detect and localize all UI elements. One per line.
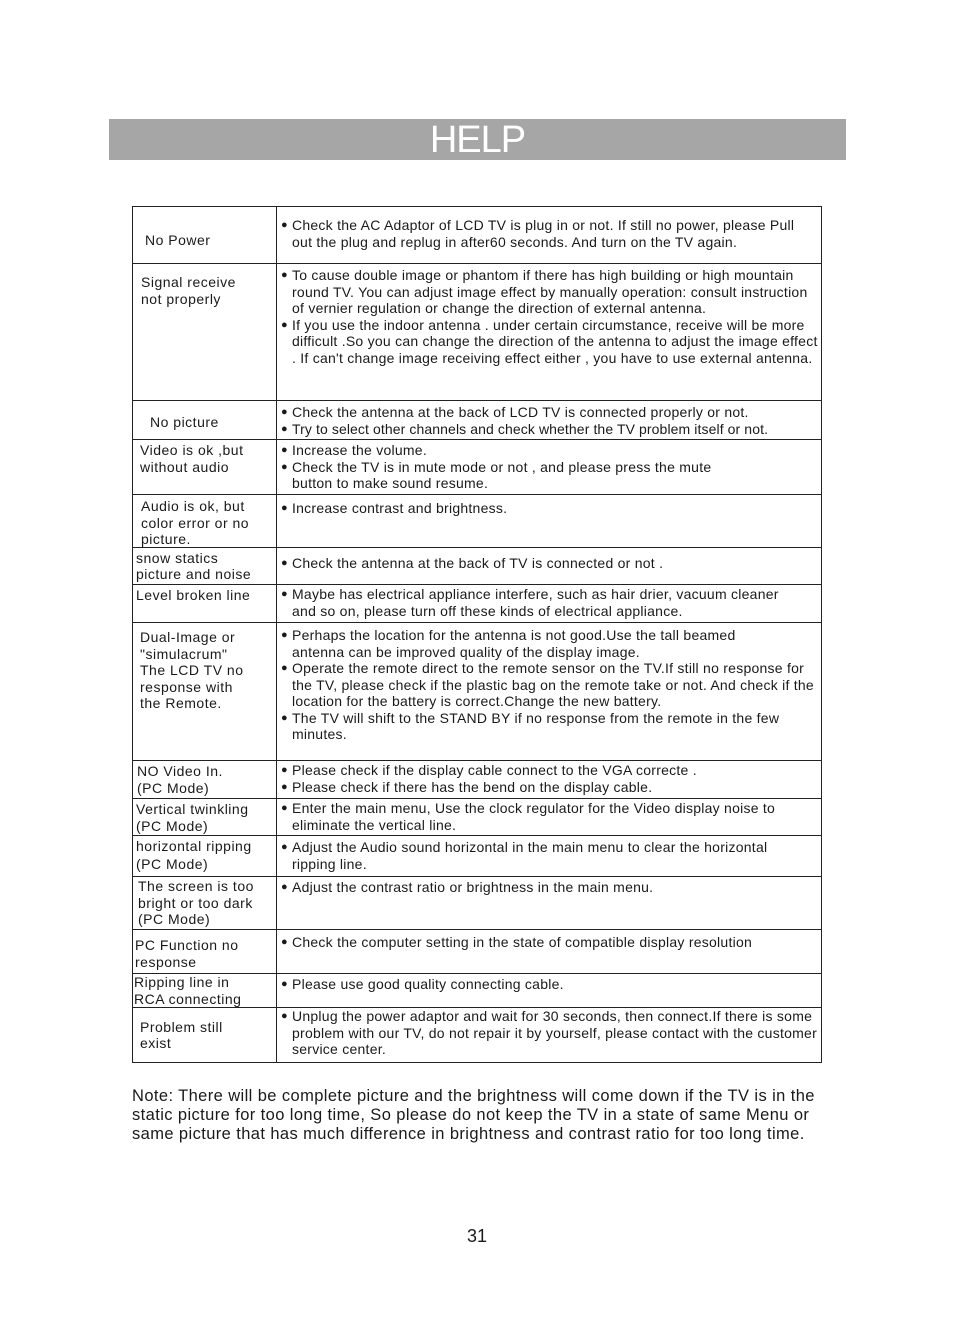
solution-cell: [277, 877, 821, 929]
bullet-icon: ●: [281, 557, 288, 569]
issue-cell: Audio is ok, but color error or no picture.: [141, 498, 250, 547]
issue-cell: horizontal ripping (PC Mode): [136, 838, 252, 872]
issue-cell: Signal receive not properly: [141, 274, 236, 307]
solution-cell: [277, 440, 821, 494]
bullet-icon: ●: [281, 711, 288, 724]
bullet-icon: ●: [281, 780, 288, 793]
table-row: [133, 974, 821, 1008]
table-row: [133, 799, 821, 836]
troubleshooting-table: [132, 206, 822, 1063]
bullet-icon: ●: [281, 406, 288, 418]
issue-cell: NO Video In. (PC Mode): [137, 763, 223, 796]
issue-cell: Video is ok ,but without audio: [140, 442, 244, 475]
list-item: ● Perhaps the location for the antenna is not good.Use the tall beamed antenna can be improved quality of the display image.: [281, 627, 736, 660]
list-item: ● Adjust the contrast ratio or brightness in the main menu.: [281, 879, 654, 895]
bullet-icon: ●: [281, 629, 288, 641]
page-number: 31: [466, 1226, 488, 1246]
table-row: [133, 495, 821, 548]
list-item: ● Check the antenna at the back of LCD TV is connected properly or not.: [281, 404, 749, 420]
list-item: ● Please check if the display cable connect to the VGA correcte .: [281, 762, 697, 778]
bullet-icon: ●: [281, 269, 288, 281]
list-item: ● Check the TV is in mute mode or not , and please press the mute button to make sound resume.: [281, 458, 712, 491]
list-item: ● Operate the remote direct to the remote sensor on the TV.If still no response for the TV, please check if the plastic bag on the remote take or not. And check if the location for the battery is correct.Change the new battery.: [281, 660, 814, 709]
list-item: ● To cause double image or phantom if there has high building or high mountain round TV. You can adjust image effect by manually operation: consult instruction of vernier regulation or change the direction of external antenna.: [281, 267, 808, 316]
list-item: ● Check the antenna at the back of TV is connected or not .: [281, 555, 664, 571]
issue-cell: Level broken line: [136, 587, 251, 603]
solution-cell: [277, 548, 821, 584]
list-item: ● Check the computer setting in the state of compatible display resolution: [281, 934, 753, 950]
list-item: ● Enter the main menu, Use the clock regulator for the Video display noise to eliminate the vertical line.: [281, 800, 776, 833]
table-row: [133, 623, 821, 761]
list-item: ● Adjust the Audio sound horizontal in the main menu to clear the horizontal ripping line.: [281, 839, 768, 872]
bullet-icon: ●: [281, 318, 288, 331]
bullet-icon: ●: [281, 764, 288, 776]
solution-cell: [277, 585, 821, 622]
solution-cell: [277, 1008, 821, 1062]
bullet-icon: ●: [281, 978, 288, 990]
list-item: ● Maybe has electrical appliance interfere, such as hair drier, vacuum cleaner and so on, please turn off these kinds of electrical appliance.: [281, 586, 779, 619]
issue-cell: The screen is too bright or too dark (PC Mode): [138, 878, 254, 927]
list-item: ● The TV will shift to the STAND BY if no response from the remote in the few minutes.: [281, 709, 780, 742]
bullet-icon: ●: [281, 1010, 288, 1022]
bullet-icon: ●: [281, 881, 288, 893]
help-banner: [109, 119, 846, 160]
table-row: [133, 401, 821, 440]
list-item: ● Increase the volume.: [281, 442, 427, 458]
table-row: [133, 836, 821, 877]
list-item: ● Please check if there has the bend on the display cable.: [281, 778, 653, 795]
issue-cell: PC Function no response: [135, 937, 239, 970]
solution-cell: [277, 930, 821, 973]
table-row: [133, 930, 821, 974]
list-item: ● If you use the indoor antenna . under certain circumstance, receive will be more difficult .So you can change the direction of the antenna to adjust the image effect . If can't change image receiving effect either , you have to use external antenna.: [281, 316, 818, 366]
bullet-icon: ●: [281, 841, 288, 853]
table-row: [133, 207, 821, 264]
issue-cell: Vertical twinkling (PC Mode): [136, 801, 249, 834]
solution-cell: [277, 207, 821, 263]
issue-cell: Ripping line in RCA connecting: [134, 974, 242, 1007]
bullet-icon: ●: [281, 219, 288, 231]
page-title: HELP: [429, 119, 526, 161]
table-row: [133, 440, 821, 495]
issue-cell: No Power: [145, 231, 211, 248]
solution-cell: [277, 974, 821, 1007]
list-item: ● Please use good quality connecting cable.: [281, 976, 564, 992]
solution-cell: [277, 401, 821, 439]
list-item: ● Check the AC Adaptor of LCD TV is plug in or not. If still no power, please Pull out the plug and replug in after60 seconds. And turn on the TV again.: [281, 217, 795, 250]
table-row: [133, 761, 821, 799]
list-item: ● Increase contrast and brightness.: [281, 500, 508, 516]
issue-cell: snow statics picture and noise: [136, 549, 252, 582]
bullet-icon: ●: [281, 588, 288, 600]
table-row: [133, 1008, 821, 1062]
solution-cell: [277, 264, 821, 400]
issue-cell: Dual-Image or "simulacrum" The LCD TV no response with the Remote.: [140, 629, 244, 711]
bullet-icon: ●: [281, 662, 288, 674]
note-paragraph: Note: There will be complete picture and the brightness will come down if the TV is in the static picture for too long time, So please do not keep the TV in a state of same Menu or same picture that has much difference in brightness and contrast ratio for too long time.: [132, 1087, 815, 1143]
solution-cell: [277, 799, 821, 835]
bullet-icon: ●: [281, 936, 288, 948]
table-row: [133, 585, 821, 623]
issue-cell: No picture: [150, 413, 219, 430]
bullet-icon: ●: [281, 802, 288, 814]
bullet-icon: ●: [281, 502, 288, 514]
list-item: ● Try to select other channels and check whether the TV problem itself or not.: [281, 420, 769, 437]
table-row: [133, 264, 821, 401]
bullet-icon: ●: [281, 422, 288, 435]
bullet-icon: ●: [281, 444, 288, 456]
table-row: [133, 877, 821, 930]
solution-cell: [277, 495, 821, 547]
list-item: ● Unplug the power adaptor and wait for 30 seconds, then connect.If there is some problem with our TV, do not repair it by yourself, please contact with the customer service center.: [281, 1008, 818, 1057]
issue-cell: Problem still exist: [140, 1018, 223, 1051]
bullet-icon: ●: [281, 460, 288, 473]
solution-cell: [277, 623, 821, 760]
table-row: [133, 548, 821, 585]
solution-cell: [277, 761, 821, 798]
solution-cell: [277, 836, 821, 876]
